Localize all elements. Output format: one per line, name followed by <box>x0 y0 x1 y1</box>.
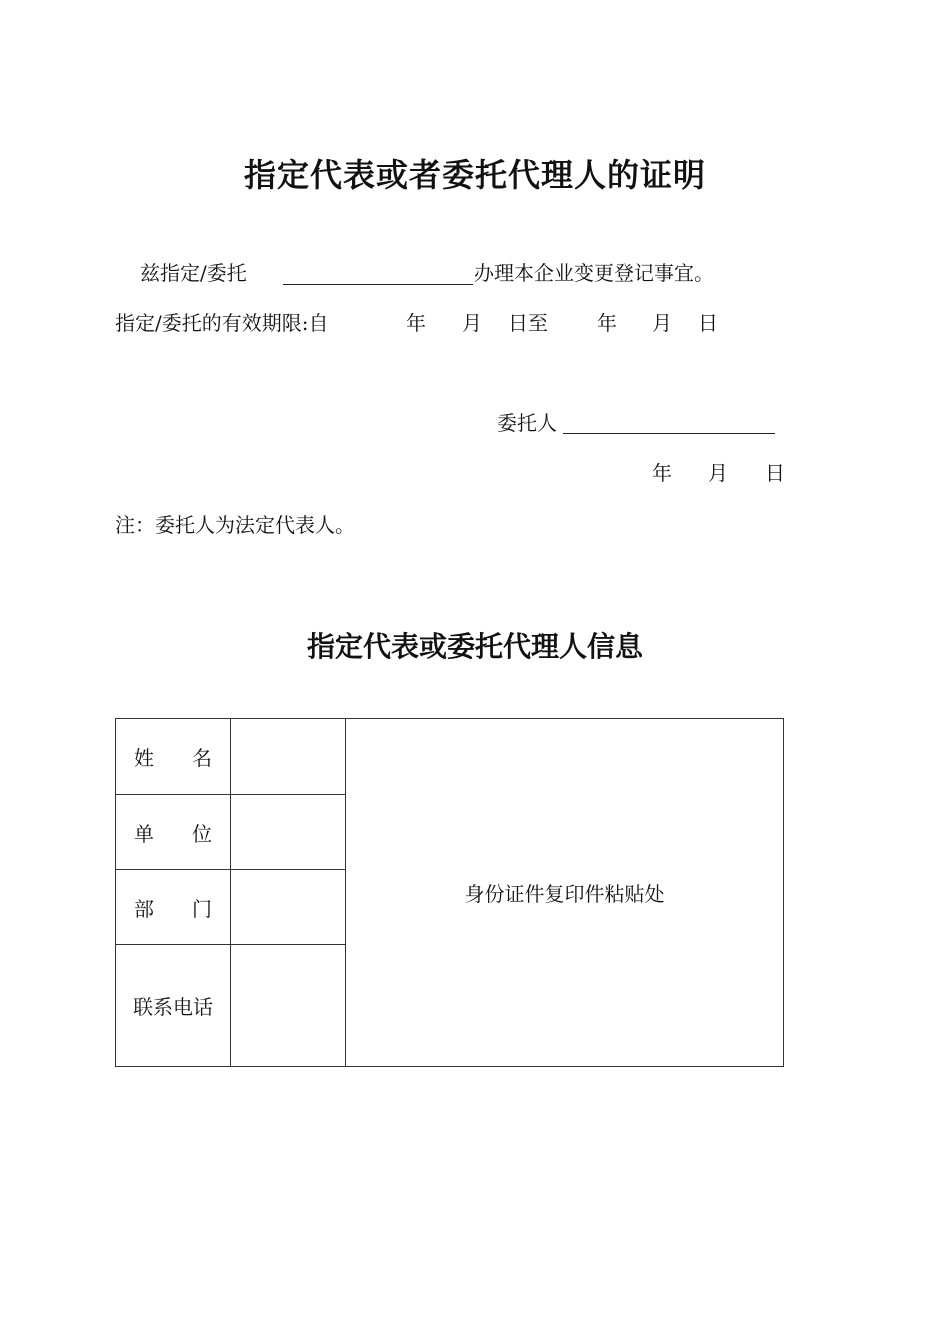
agent-info-table <box>115 718 784 1067</box>
principal-signature-blank[interactable] <box>563 413 775 434</box>
validity-year-start: 年 <box>406 311 426 335</box>
date-month: 月 <box>708 461 728 485</box>
appointee-blank[interactable] <box>283 264 473 285</box>
validity-month-start: 月 <box>462 311 482 335</box>
info-section-title: 指定代表或委托代理人信息 <box>306 630 643 663</box>
validity-year-end: 年 <box>597 311 617 335</box>
dept-label <box>116 870 231 945</box>
name-label-char-2: 名 <box>192 746 212 770</box>
unit-label-char-2: 位 <box>192 821 212 846</box>
unit-value-cell[interactable] <box>231 795 346 870</box>
dept-label-char-2: 门 <box>192 896 212 921</box>
validity-day-to: 日至 <box>508 311 548 335</box>
note-text: 注：委托人为法定代表人。 <box>115 513 355 537</box>
table-row-name <box>116 719 784 795</box>
appoint-prefix: 兹指定/委托 <box>140 261 247 285</box>
id-copy-paste-area[interactable] <box>346 719 784 1067</box>
dept-value-cell[interactable] <box>231 870 346 945</box>
name-label <box>116 719 231 795</box>
date-year: 年 <box>652 461 672 485</box>
validity-month-end: 月 <box>652 311 672 335</box>
validity-day-end: 日 <box>698 311 718 335</box>
validity-label: 指定/委托的有效期限:自 <box>115 311 329 335</box>
principal-label: 委托人 <box>497 411 557 435</box>
appoint-suffix: 办理本企业变更登记事宜。 <box>474 261 714 285</box>
phone-value-cell[interactable] <box>231 945 346 1067</box>
unit-label-char-1: 单 <box>134 821 154 846</box>
page-title: 指定代表或者委托代理人的证明 <box>243 156 706 194</box>
name-label-char-1: 姓 <box>134 746 154 770</box>
paste-area-label: 身份证件复印件粘贴处 <box>464 882 665 906</box>
dept-label-char-1: 部 <box>134 896 154 921</box>
date-day: 日 <box>765 461 785 485</box>
phone-label: 联系电话 <box>116 945 231 1067</box>
unit-label <box>116 795 231 870</box>
name-value-cell[interactable] <box>231 719 346 795</box>
